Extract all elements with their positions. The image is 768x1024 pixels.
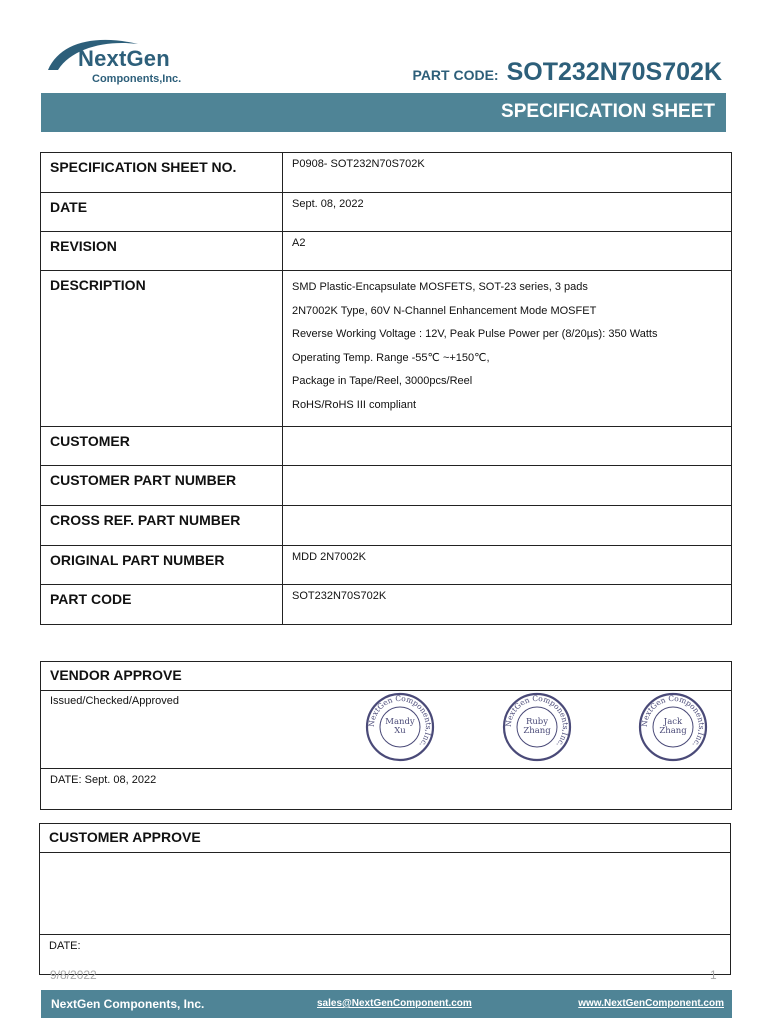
footer-company: NextGen Components, Inc. bbox=[51, 997, 205, 1011]
stamp-names bbox=[365, 692, 435, 762]
row-label: REVISION bbox=[41, 232, 283, 271]
specification-banner bbox=[41, 93, 726, 132]
description-line: Operating Temp. Range -55℃ ~+150℃, bbox=[292, 351, 490, 364]
description-line: RoHS/RoHS III compliant bbox=[292, 398, 417, 411]
customer-date-label: DATE: bbox=[49, 940, 81, 952]
row-label: CUSTOMER PART NUMBER bbox=[41, 466, 283, 506]
part-code-label: PART CODE: bbox=[412, 67, 499, 83]
stamp-names bbox=[638, 692, 708, 762]
divider bbox=[40, 934, 730, 935]
issued-checked-approved-label: Issued/Checked/Approved bbox=[50, 695, 180, 707]
stamp-first-name: Mandy bbox=[385, 717, 415, 727]
row-value bbox=[283, 506, 732, 546]
row-value: A2 bbox=[283, 232, 732, 271]
row-value: P0908- SOT232N70S702K bbox=[283, 153, 732, 193]
description-line: Package in Tape/Reel, 3000pcs/Reel bbox=[292, 375, 473, 388]
row-value bbox=[283, 427, 732, 466]
banner-title: SPECIFICATION SHEET bbox=[501, 101, 715, 122]
row-label: SPECIFICATION SHEET NO. bbox=[41, 153, 283, 193]
table-row bbox=[41, 193, 732, 232]
table-row bbox=[41, 466, 732, 506]
stamp-ring-text: NextGen Components,Inc. bbox=[503, 693, 571, 750]
description-cell bbox=[283, 271, 732, 427]
vendor-date-value: Sept. 08, 2022 bbox=[84, 774, 157, 786]
table-row bbox=[41, 506, 732, 546]
stamp-first-name: Ruby bbox=[525, 717, 549, 727]
stamp-ring-text: NextGen Components,Inc. bbox=[366, 693, 434, 750]
stamp-first-name: Jack bbox=[663, 717, 683, 727]
stamp-last-name: Zhang bbox=[523, 726, 551, 736]
customer-approve-section bbox=[39, 823, 731, 975]
approval-stamp bbox=[502, 692, 572, 762]
vendor-approve-title: VENDOR APPROVE bbox=[50, 667, 182, 683]
divider bbox=[41, 690, 731, 691]
row-label: CUSTOMER bbox=[41, 427, 283, 466]
row-value: MDD 2N7002K bbox=[283, 546, 732, 585]
stamp-names bbox=[502, 692, 572, 762]
divider bbox=[40, 852, 730, 853]
row-label: DATE bbox=[41, 193, 283, 232]
description-line: SMD Plastic-Encapsulate MOSFETS, SOT-23 series, 3 pads bbox=[292, 281, 588, 293]
divider bbox=[41, 768, 731, 769]
table-row bbox=[41, 232, 732, 271]
stamp-ring-text: NextGen Components,Inc. bbox=[639, 693, 707, 750]
description-line: 2N7002K Type, 60V N-Channel Enhancement Mode MOSFET bbox=[292, 304, 597, 317]
logo-company-subtitle: Components,Inc. bbox=[92, 73, 182, 85]
table-row bbox=[41, 585, 732, 625]
table-row bbox=[41, 546, 732, 585]
customer-approve-title: CUSTOMER APPROVE bbox=[49, 829, 201, 845]
table-row bbox=[41, 153, 732, 193]
part-code-heading bbox=[413, 58, 722, 87]
table-row bbox=[41, 427, 732, 466]
row-label: CROSS REF. PART NUMBER bbox=[41, 506, 283, 546]
vendor-date bbox=[50, 774, 156, 786]
row-label: ORIGINAL PART NUMBER bbox=[41, 546, 283, 585]
row-label: DESCRIPTION bbox=[41, 271, 283, 427]
row-value: Sept. 08, 2022 bbox=[283, 193, 732, 232]
footer-email-link[interactable]: sales@NextGenComponent.com bbox=[317, 998, 472, 1009]
footer-bar bbox=[41, 990, 732, 1018]
vendor-date-label: DATE: bbox=[50, 774, 82, 786]
table-row bbox=[41, 271, 732, 427]
page-number: 1 bbox=[710, 968, 717, 982]
approval-stamp bbox=[365, 692, 435, 762]
row-value bbox=[283, 466, 732, 506]
part-code-value: SOT232N70S702K bbox=[506, 58, 722, 86]
footer-website-link[interactable]: www.NextGenComponent.com bbox=[578, 998, 724, 1009]
specification-table bbox=[40, 152, 732, 625]
print-date: 9/8/2022 bbox=[50, 968, 97, 982]
row-label: PART CODE bbox=[41, 585, 283, 625]
logo-company-name: NextGen bbox=[78, 46, 170, 71]
stamp-last-name: Zhang bbox=[659, 726, 687, 736]
stamp-last-name: Xu bbox=[394, 726, 406, 736]
vendor-approve-section bbox=[40, 661, 732, 810]
row-value: SOT232N70S702K bbox=[283, 585, 732, 625]
company-logo bbox=[46, 36, 196, 88]
description-line: Reverse Working Voltage : 12V, Peak Pulse Power per (8/20µs): 350 Watts bbox=[292, 328, 658, 341]
approval-stamp bbox=[638, 692, 708, 762]
